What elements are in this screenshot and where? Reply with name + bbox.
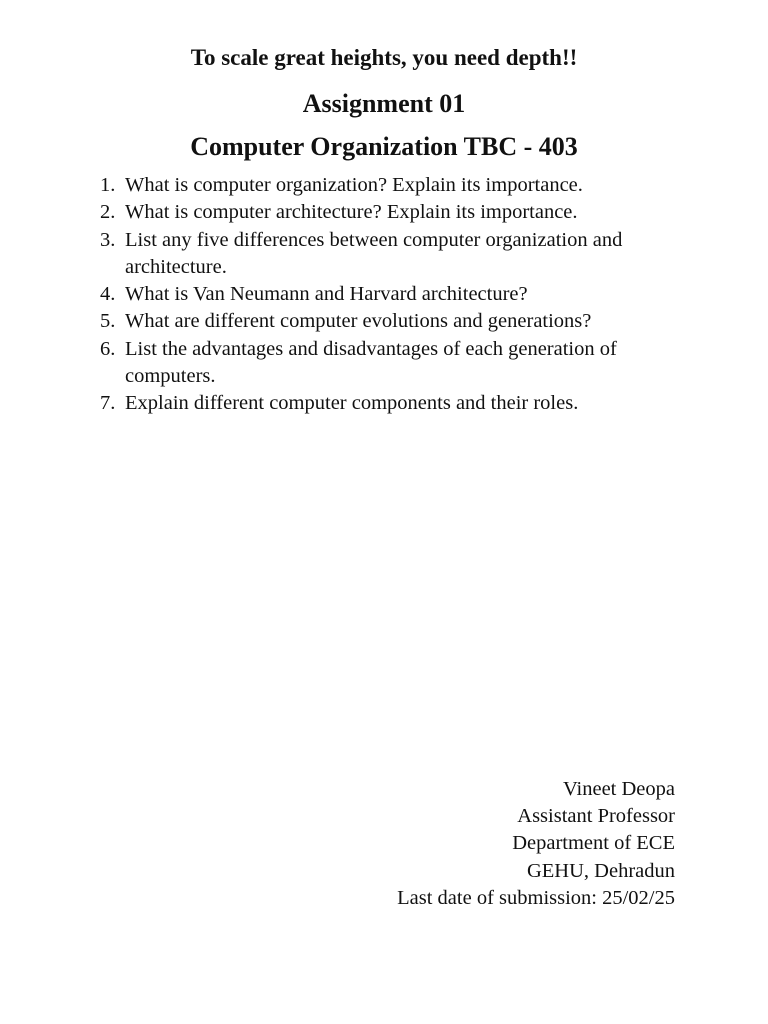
question-number: 3. (100, 228, 116, 251)
question-text: Explain different computer components and their roles. (125, 392, 579, 415)
submission-deadline: Last date of submission: 25/02/25 (397, 886, 675, 909)
author-name: Vineet Deopa (562, 778, 675, 800)
question-text: What is computer architecture? Explain its importance. (125, 201, 578, 224)
question-list (100, 172, 680, 418)
question-text: List any five differences between computer organization and architecture. (125, 228, 623, 278)
question-number: 7. (100, 392, 116, 415)
author-institution: GEHU, Dehradun (526, 859, 675, 882)
question-text: What are different computer evolutions and generations? (125, 310, 592, 333)
question-text: What is Van Neumann and Harvard architecture? (125, 283, 528, 306)
assignment-title: Assignment 01 (302, 89, 466, 118)
question-number: 5. (100, 310, 116, 333)
question-item (100, 390, 680, 417)
question-item (100, 308, 680, 335)
signature-block (397, 776, 675, 912)
author-department: Department of ECE (512, 832, 675, 855)
question-item (100, 336, 680, 391)
author-designation: Assistant Professor (517, 805, 675, 828)
question-number: 1. (100, 174, 116, 196)
question-text: List the advantages and disadvantages of each generation of computers. (125, 337, 617, 388)
question-item (100, 227, 680, 282)
tagline: To scale great heights, you need depth!! (190, 45, 578, 70)
question-item (100, 172, 680, 199)
question-item (100, 281, 680, 308)
question-number: 2. (100, 201, 116, 224)
course-title: Computer Organization TBC - 403 (190, 132, 578, 161)
question-number: 6. (100, 337, 116, 360)
question-item (100, 199, 680, 226)
question-text: What is computer organization? Explain its importance. (125, 174, 583, 196)
question-number: 4. (100, 283, 116, 306)
